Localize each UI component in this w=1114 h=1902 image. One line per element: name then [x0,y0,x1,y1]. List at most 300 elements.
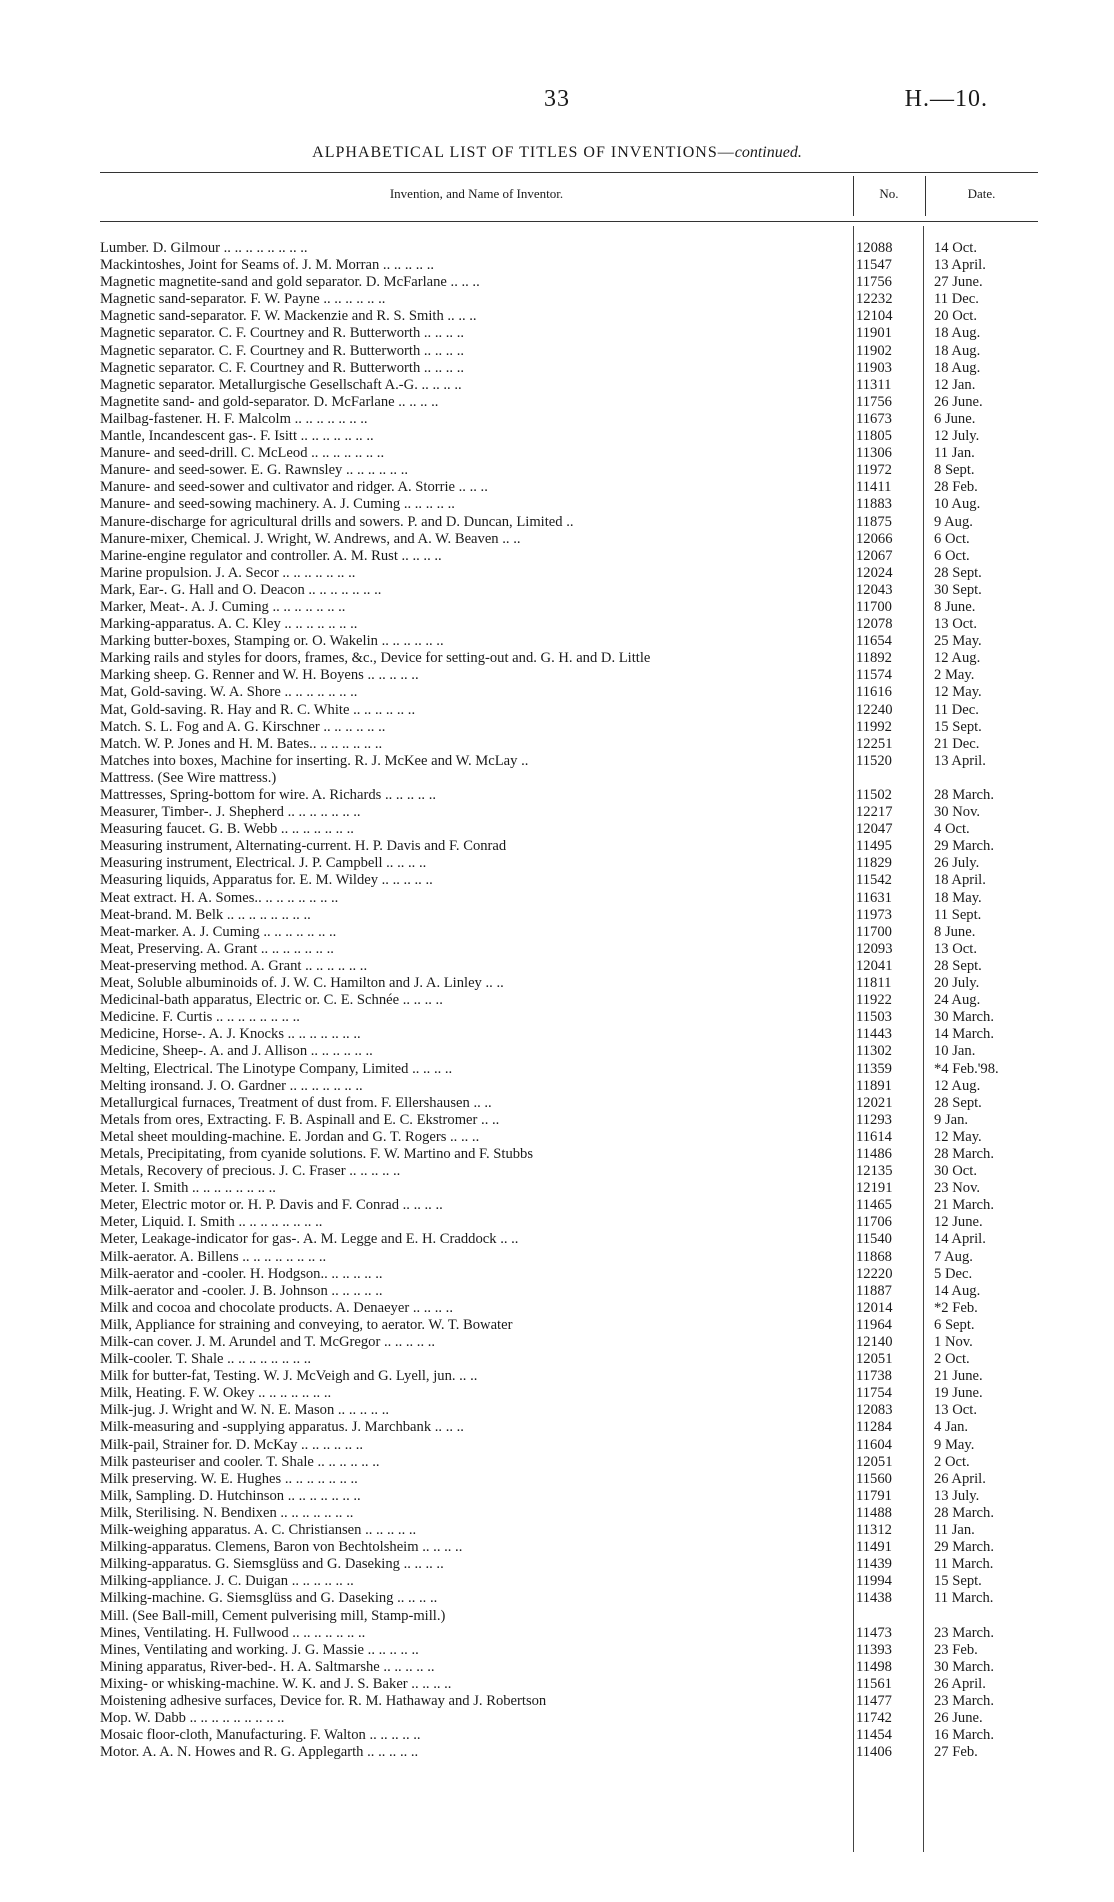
filing-date: 9 Jan. [934,1111,969,1128]
invention-title: Metal sheet moulding-machine. E. Jordan and G. T. Rogers .. .. .. [100,1128,480,1145]
filing-date: 26 July. [934,855,980,872]
invention-title: Marking butter-boxes, Stamping or. O. Wakelin .. .. .. .. .. .. [100,633,444,650]
filing-date: 23 March. [934,1692,994,1709]
invention-title: Meter, Electric motor or. H. P. Davis and F. Conrad .. .. .. .. [100,1197,443,1214]
table-row [100,1180,1038,1197]
patent-number: 11883 [856,496,892,513]
invention-title: Mill. (See Ball-mill, Cement pulverising mill, Stamp-mill.) [100,1607,446,1624]
filing-date: 6 Sept. [934,1316,975,1333]
table-row [100,702,1038,719]
patent-number: 12067 [856,547,893,564]
table-row [100,1385,1038,1402]
patent-number: 11311 [856,376,892,393]
column-header-date: Date. [967,186,996,201]
invention-title: Manure- and seed-sower and cultivator and ridger. A. Storrie .. .. .. [100,479,488,496]
table-row [100,1454,1038,1471]
table-row [100,787,1038,804]
invention-title: Milk pasteuriser and cooler. T. Shale .. .. .. .. .. .. [100,1453,380,1470]
table-row [100,1488,1038,1505]
invention-title: Marker, Meat-. A. J. Cuming .. .. .. .. .. .. .. [100,598,346,615]
table-row [100,1539,1038,1556]
filing-date: *2 Feb. [934,1299,978,1316]
invention-title: Milk for butter-fat, Testing. W. J. McVeigh and G. Lyell, jun. .. .. [100,1368,478,1385]
patent-number: 11973 [856,906,892,923]
invention-title: Mark, Ear-. G. Hall and O. Deacon .. .. .. .. .. .. .. [100,581,382,598]
filing-date: 24 Aug. [934,992,981,1009]
patent-number: 11439 [856,1556,892,1573]
table-row [100,565,1038,582]
filing-date: 28 March. [934,1504,994,1521]
patent-number: 11502 [856,787,892,803]
table-row [100,684,1038,701]
table-row [100,343,1038,360]
invention-title: Meat-brand. M. Belk .. .. .. .. .. .. .. .. [100,906,311,923]
invention-title: Metals, Precipitating, from cyanide solutions. F. W. Martino and F. Stubbs [100,1145,534,1162]
invention-title: Milk, Heating. F. W. Okey .. .. .. .. .. .. .. [100,1385,332,1402]
table-row [100,890,1038,907]
patent-number: 11738 [856,1368,892,1385]
table-row [100,992,1038,1009]
invention-title: Magnetic separator. C. F. Courtney and R. Butterworth .. .. .. .. [100,359,465,376]
invention-title: Meat-marker. A. J. Cuming .. .. .. .. .. .. .. [100,923,337,940]
invention-title: Moistening adhesive surfaces, Device for. R. M. Hathaway and J. Robertson [100,1692,547,1709]
invention-title: Matches into boxes, Machine for inserting. R. J. McKee and W. McLay .. [100,752,529,769]
table-row [100,377,1038,394]
filing-date: 23 Feb. [934,1641,978,1658]
filing-date: 12 Aug. [934,650,981,667]
table-row [100,667,1038,684]
table-row [100,1522,1038,1539]
table-row [100,770,1038,787]
invention-title: Mattress. (See Wire mattress.) [100,769,277,786]
filing-date: 27 Feb. [934,1744,978,1761]
table-row [100,1402,1038,1419]
filing-date: 29 March. [934,838,994,855]
table-row [100,1608,1038,1625]
table-row [100,907,1038,924]
filing-date: 11 Jan. [934,1522,975,1539]
table-row [100,821,1038,838]
filing-date: 10 Jan. [934,1043,976,1060]
filing-date: 30 Nov. [934,804,981,821]
invention-title: Milk-can cover. J. M. Arundel and T. McGregor .. .. .. .. .. [100,1334,436,1350]
filing-date: 20 Oct. [934,308,977,325]
invention-title: Meter. I. Smith .. .. .. .. .. .. .. .. [100,1180,276,1197]
patent-number: 11498 [856,1658,892,1675]
patent-number: 11829 [856,855,892,872]
patent-number: 12078 [856,616,893,633]
table-row [100,1078,1038,1095]
table-row [100,445,1038,462]
table-row [100,257,1038,274]
patent-number: 11901 [856,325,892,342]
invention-title: Mines, Ventilating. H. Fullwood .. .. .. .. .. .. .. [100,1624,366,1641]
table-row [100,582,1038,599]
invention-title: Meter, Liquid. I. Smith .. .. .. .. .. .. .. .. [100,1214,323,1231]
table-row [100,1214,1038,1231]
table-row [100,308,1038,325]
invention-title: Mat, Gold-saving. R. Hay and R. C. White .. .. .. .. .. .. [100,701,416,718]
table-row [100,291,1038,308]
patent-number: 11604 [856,1436,892,1453]
filing-date: 14 Oct. [934,240,977,256]
filing-date: 21 March. [934,1197,994,1214]
patent-number: 11791 [856,1487,892,1504]
patent-number: 11393 [856,1641,892,1658]
invention-title: Mop. W. Dabb .. .. .. .. .. .. .. .. .. [100,1710,285,1727]
filing-date: 12 May. [934,1128,982,1145]
invention-title: Measuring instrument, Electrical. J. P. Campbell .. .. .. .. [100,855,427,872]
invention-title: Medicine, Horse-. A. J. Knocks .. .. .. .. .. .. .. [100,1026,361,1043]
filing-date: 18 May. [934,889,982,906]
patent-number: 11616 [856,684,892,701]
table-row [100,872,1038,889]
patent-number: 11706 [856,1214,892,1231]
invention-title: Mixing- or whisking-machine. W. K. and J. S. Baker .. .. .. .. [100,1675,452,1692]
filing-date: 11 Dec. [934,291,979,308]
invention-title: Milk-aerator and -cooler. J. B. Johnson .. .. .. .. .. [100,1282,383,1299]
table-row [100,514,1038,531]
table-row [100,958,1038,975]
table-row [100,1026,1038,1043]
filing-date: 5 Dec. [934,1265,973,1282]
table-row [100,633,1038,650]
header-rule-top [100,172,1038,173]
table-row [100,855,1038,872]
table-row [100,1590,1038,1607]
filing-date: 13 Oct. [934,940,977,957]
filing-date: 13 July. [934,1487,980,1504]
invention-title: Milk, Appliance for straining and conveying, to aerator. W. T. Bowater [100,1316,513,1333]
invention-title: Meter, Leakage-indicator for gas-. A. M. Legge and E. H. Craddock .. .. [100,1231,519,1248]
filing-date: 15 Sept. [934,718,982,735]
invention-title: Milk-pail, Strainer for. D. McKay .. .. .. .. .. .. [100,1436,364,1453]
filing-date: 18 Aug. [934,342,981,359]
patent-number: 12088 [856,240,893,256]
invention-title: Marine propulsion. J. A. Secor .. .. .. .. .. .. .. [100,564,356,581]
filing-date: 16 March. [934,1727,994,1744]
table-row [100,1095,1038,1112]
patent-number: 11903 [856,359,892,376]
patent-number: 11359 [856,1060,892,1077]
patent-number: 12024 [856,564,893,581]
invention-title: Metals, Recovery of precious. J. C. Fraser .. .. .. .. .. [100,1163,401,1180]
table-row [100,1266,1038,1283]
invention-title: Manure- and seed-sowing machinery. A. J. Cuming .. .. .. .. .. [100,496,455,513]
table-row [100,1300,1038,1317]
patent-number: 12083 [856,1402,893,1419]
filing-date: 23 March. [934,1624,994,1641]
invention-title: Match. W. P. Jones and H. M. Bates.. .. .. .. .. .. .. [100,735,383,752]
filing-date: 14 April. [934,1231,986,1248]
patent-number: 11503 [856,1009,892,1026]
filing-date: 19 June. [934,1385,983,1402]
invention-title: Magnetic separator. Metallurgische Gesellschaft A.-G. .. .. .. .. [100,376,462,393]
invention-title: Marking-apparatus. A. C. Kley .. .. .. .. .. .. .. [100,616,358,633]
patent-number: 11284 [856,1419,892,1436]
filing-date: 21 June. [934,1368,983,1385]
table-row [100,1043,1038,1060]
table-row [100,1419,1038,1436]
invention-title: Measurer, Timber-. J. Shepherd .. .. .. .. .. .. .. [100,804,361,821]
patent-number: 12093 [856,940,893,957]
patent-number: 11438 [856,1590,892,1607]
invention-title: Milk, Sampling. D. Hutchinson .. .. .. .. .. .. .. [100,1487,361,1504]
filing-date: 12 Aug. [934,1077,981,1094]
table-row [100,1437,1038,1454]
table-row [100,1249,1038,1266]
list-title-continued: continued. [734,144,802,161]
patent-number: 11614 [856,1128,892,1145]
invention-title: Manure-mixer, Chemical. J. Wright, W. Andrews, and A. W. Beaven .. .. [100,530,521,547]
filing-date: 26 April. [934,1675,986,1692]
patent-number: 12220 [856,1265,893,1282]
patent-number: 12232 [856,291,893,308]
filing-date: 27 June. [934,274,983,291]
patent-number: 11293 [856,1111,892,1128]
patent-number: 11742 [856,1710,892,1727]
filing-date: 9 May. [934,1436,975,1453]
patent-number: 12047 [856,821,893,838]
invention-title: Mantle, Incandescent gas-. F. Isitt .. .. .. .. .. .. .. [100,428,374,445]
filing-date: 14 Aug. [934,1282,981,1299]
filing-date: 28 March. [934,1145,994,1162]
table-row [100,753,1038,770]
invention-title: Medicine, Sheep-. A. and J. Allison .. .. .. .. .. .. [100,1043,373,1060]
filing-date: 13 Oct. [934,1402,977,1419]
filing-date: 28 Sept. [934,564,982,581]
patent-number: 11542 [856,872,892,889]
invention-title: Meat, Preserving. A. Grant .. .. .. .. .. .. .. [100,940,334,957]
invention-title: Melting ironsand. J. O. Gardner .. .. .. .. .. .. .. [100,1077,363,1094]
filing-date: 26 April. [934,1470,986,1487]
table-row [100,1334,1038,1351]
table-row [100,1197,1038,1214]
table-row [100,462,1038,479]
filing-date: 6 June. [934,410,976,427]
patent-number: 11887 [856,1282,892,1299]
header-divider [853,176,854,216]
filing-date: 11 Dec. [934,701,979,718]
patent-number: 11700 [856,598,892,615]
invention-title: Manure- and seed-sower. E. G. Rawnsley .. .. .. .. .. .. [100,462,409,479]
invention-title: Mackintoshes, Joint for Seams of. J. M. Morran .. .. .. .. .. [100,257,435,274]
invention-title: Manure-discharge for agricultural drills and sowers. P. and D. Duncan, Limited .. [100,513,574,530]
filing-date: 12 June. [934,1214,983,1231]
filing-date: 30 Oct. [934,1163,977,1180]
filing-date: 13 April. [934,752,986,769]
table-row [100,496,1038,513]
invention-title: Measuring instrument, Alternating-current. H. P. Davis and F. Conrad [100,838,507,855]
patent-number: 11891 [856,1077,892,1094]
invention-title: Milk-jug. J. Wright and W. N. E. Mason .. .. .. .. .. [100,1402,389,1419]
table-row [100,838,1038,855]
filing-date: 18 April. [934,872,986,889]
patent-number: 11631 [856,889,892,906]
table-row [100,1693,1038,1710]
filing-date: 18 Aug. [934,325,981,342]
header-divider [925,176,926,216]
patent-number: 11875 [856,513,892,530]
invention-title: Medicinal-bath apparatus, Electric or. C. E. Schnée .. .. .. .. [100,992,443,1009]
table-row [100,1727,1038,1744]
patent-number: 11756 [856,274,892,291]
patent-number: 11700 [856,923,892,940]
table-row [100,616,1038,633]
invention-title: Milk-measuring and -supplying apparatus. J. Marchbank .. .. .. [100,1419,464,1436]
filing-date: 25 May. [934,633,982,650]
patent-number: 12251 [856,735,893,752]
table-row [100,1556,1038,1573]
filing-date: 20 July. [934,975,980,992]
patent-number: 11486 [856,1145,892,1162]
patent-number: 11560 [856,1470,892,1487]
patent-number: 12021 [856,1094,893,1111]
table-row [100,736,1038,753]
table-row [100,1573,1038,1590]
filing-date: 28 March. [934,787,994,803]
invention-title: Milking-apparatus. Clemens, Baron von Bechtolsheim .. .. .. .. [100,1539,463,1556]
table-row [100,599,1038,616]
invention-title: Milk, Sterilising. N. Bendixen .. .. .. .. .. .. .. [100,1504,354,1521]
filing-date: 7 Aug. [934,1248,973,1265]
invention-title: Lumber. D. Gilmour .. .. .. .. .. .. .. .. [100,240,308,256]
table-row [100,1112,1038,1129]
document-reference: H.—10. [904,86,988,112]
invention-title: Milking-apparatus. G. Siemsglüss and G. Daseking .. .. .. .. [100,1556,444,1573]
invention-title: Magnetic sand-separator. F. W. Payne .. .. .. .. .. .. [100,291,386,308]
table-row [100,941,1038,958]
invention-title: Magnetite sand- and gold-separator. D. McFarlane .. .. .. .. [100,393,439,410]
patent-number: 11312 [856,1522,892,1539]
filing-date: 12 Jan. [934,376,976,393]
filing-date: 6 Oct. [934,530,970,547]
filing-date: 2 Oct. [934,1351,970,1368]
table-row [100,924,1038,941]
patent-number: 11754 [856,1385,892,1402]
patent-number: 11561 [856,1675,892,1692]
table-row [100,548,1038,565]
patent-number: 11488 [856,1504,892,1521]
table-row [100,1009,1038,1026]
table-row [100,1505,1038,1522]
patent-number: 11892 [856,650,892,667]
filing-date: 4 Oct. [934,821,970,838]
filing-date: 13 Oct. [934,616,977,633]
filing-date: 18 Aug. [934,359,981,376]
patent-number: 11972 [856,462,892,479]
patent-number: 11868 [856,1248,892,1265]
table-row [100,1061,1038,1078]
patent-number: 11473 [856,1624,892,1641]
filing-date: 12 May. [934,684,982,701]
inventions-list [100,240,1038,1761]
patent-number: 11574 [856,667,892,684]
table-row [100,1368,1038,1385]
filing-date: 11 Sept. [934,906,982,923]
invention-title: Mining apparatus, River-bed-. H. A. Saltmarshe .. .. .. .. .. [100,1658,435,1675]
filing-date: 6 Oct. [934,547,970,564]
patent-number: 11411 [856,479,892,496]
invention-title: Mosaic floor-cloth, Manufacturing. F. Walton .. .. .. .. .. [100,1727,421,1744]
filing-date: 26 June. [934,393,983,410]
patent-number: 11406 [856,1744,892,1761]
patent-number: 12104 [856,308,893,325]
invention-title: Milk and cocoa and chocolate products. A. Denaeyer .. .. .. .. [100,1299,453,1316]
filing-date: 21 Dec. [934,735,980,752]
table-row [100,394,1038,411]
filing-date: 30 March. [934,1009,994,1026]
patent-number: 11992 [856,718,892,735]
patent-number: 12014 [856,1299,893,1316]
patent-number: 11306 [856,445,892,462]
patent-number: 11654 [856,633,892,650]
page-number: 33 [544,86,570,112]
patent-number: 11540 [856,1231,892,1248]
patent-number: 12066 [856,530,893,547]
table-row [100,804,1038,821]
filing-date: 10 Aug. [934,496,981,513]
filing-date: 15 Sept. [934,1573,982,1590]
table-row [100,1625,1038,1642]
list-title [0,144,1114,162]
invention-title: Milk-aerator and -cooler. H. Hodgson.. .. .. .. .. .. [100,1265,383,1282]
filing-date: 11 March. [934,1590,994,1607]
invention-title: Metallurgical furnaces, Treatment of dust from. F. Ellershausen .. .. [100,1094,492,1111]
table-row [100,1471,1038,1488]
filing-date: 11 March. [934,1556,994,1573]
patent-number: 12135 [856,1163,893,1180]
filing-date: 8 Sept. [934,462,975,479]
invention-title: Mat, Gold-saving. W. A. Shore .. .. .. .. .. .. .. [100,684,358,701]
patent-number: 11922 [856,992,892,1009]
patent-number: 11547 [856,257,892,274]
invention-title: Meat extract. H. A. Somes.. .. .. .. .. .. .. .. [100,889,339,906]
table-row [100,325,1038,342]
filing-date: 11 Jan. [934,445,975,462]
filing-date: 28 Sept. [934,1094,982,1111]
table-row [100,650,1038,667]
table-row [100,719,1038,736]
patent-number: 11454 [856,1727,892,1744]
invention-title: Mailbag-fastener. H. F. Malcolm .. .. .. .. .. .. .. [100,410,368,427]
filing-date: 4 Jan. [934,1419,969,1436]
invention-title: Milk-aerator. A. Billens .. .. .. .. .. .. .. .. [100,1248,327,1265]
filing-date: 12 July. [934,428,980,445]
invention-title: Medicine. F. Curtis .. .. .. .. .. .. .. .. [100,1009,300,1026]
patent-number: 11805 [856,428,892,445]
invention-title: Meat, Soluble albuminoids of. J. W. C. Hamilton and J. A. Linley .. .. [100,975,504,992]
table-row [100,1146,1038,1163]
patent-number: 11756 [856,393,892,410]
table-row [100,360,1038,377]
table-row [100,1659,1038,1676]
patent-number: 11673 [856,410,892,427]
filing-date: 30 March. [934,1658,994,1675]
filing-date: 2 May. [934,667,975,684]
table-row [100,975,1038,992]
invention-title: Milk preserving. W. E. Hughes .. .. .. .. .. .. .. [100,1470,358,1487]
patent-number: 12051 [856,1351,893,1368]
patent-number: 12240 [856,701,893,718]
invention-title: Melting, Electrical. The Linotype Company, Limited .. .. .. .. [100,1060,453,1077]
patent-number: 11964 [856,1316,892,1333]
table-row [100,274,1038,291]
filing-date: 8 June. [934,923,976,940]
filing-date: 8 June. [934,598,976,615]
invention-title: Milking-machine. G. Siemsglüss and G. Daseking .. .. .. .. [100,1590,438,1607]
invention-title: Milk-weighing apparatus. A. C. Christiansen .. .. .. .. .. [100,1522,417,1539]
